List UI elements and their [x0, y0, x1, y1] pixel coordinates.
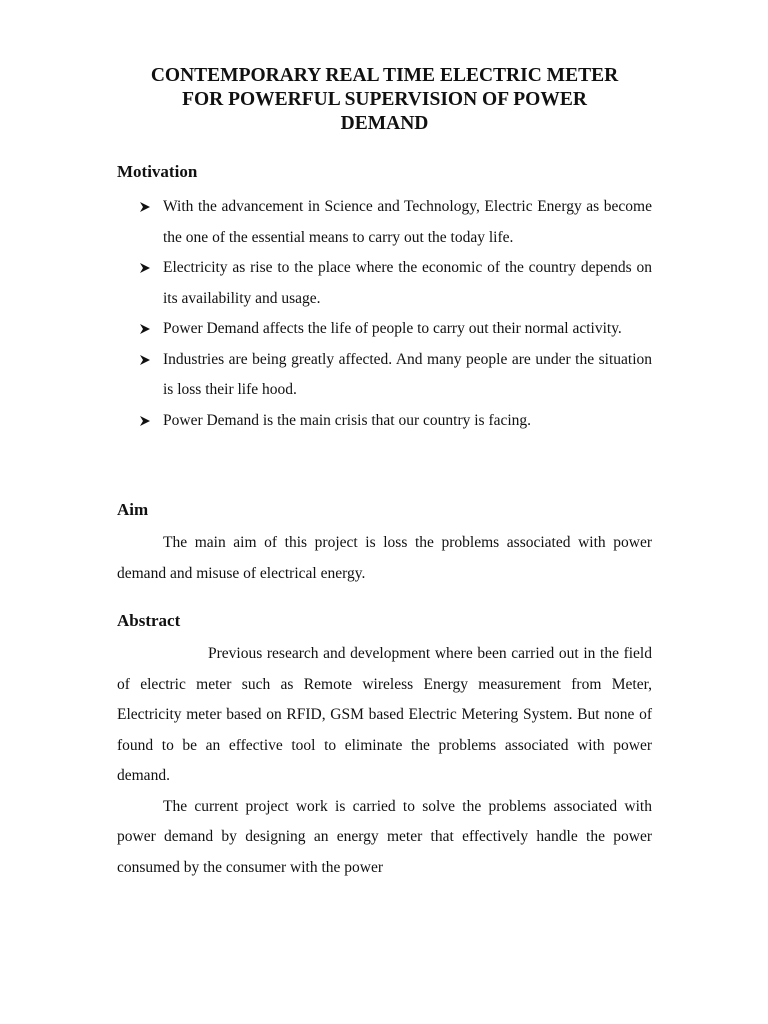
arrowhead-bullet-icon	[139, 345, 153, 375]
abstract-paragraph-1: Previous research and development where been carried out in the field of electric meter such as Remote wireless Energy measurement from Meter, Electricity meter based on RFID, GSM based Electric Metering System. But none of found to be an effective tool to eliminate the problems associated with power demand.	[117, 645, 652, 784]
motivation-item-text: Power Demand is the main crisis that our country is facing.	[163, 411, 532, 429]
document-page	[117, 64, 652, 883]
aim-heading: Aim	[117, 500, 149, 519]
motivation-heading: Motivation	[117, 162, 198, 181]
arrowhead-bullet-icon	[139, 406, 153, 436]
motivation-item-text: With the advancement in Science and Technology, Electric Energy as become the one of the essential means to carry out the today life.	[163, 198, 652, 246]
arrowhead-bullet-icon	[139, 253, 153, 283]
motivation-item-text: Power Demand affects the life of people to carry out their normal activity.	[163, 320, 622, 337]
aim-paragraph: The main aim of this project is loss the problems associated with power demand and misuse of electrical energy.	[117, 534, 652, 582]
arrowhead-bullet-icon	[139, 192, 153, 222]
list-item	[117, 406, 652, 437]
title-line-3: DEMAND	[340, 113, 429, 134]
list-item	[117, 253, 652, 314]
document-title	[117, 64, 652, 136]
list-item	[117, 314, 652, 345]
title-line-1: CONTEMPORARY REAL TIME ELECTRIC METER	[150, 65, 619, 86]
abstract-heading: Abstract	[117, 611, 181, 630]
list-item	[117, 192, 652, 253]
motivation-list	[117, 192, 652, 436]
motivation-item-text: Industries are being greatly affected. And many people are under the situation is loss their life hood.	[163, 350, 652, 398]
arrowhead-bullet-icon	[139, 314, 153, 344]
abstract-paragraph-2: The current project work is carried to solve the problems associated with power demand by designing an energy meter that effectively handle the power consumed by the consumer with the power	[117, 797, 652, 876]
motivation-item-text: Electricity as rise to the place where the economic of the country depends on its availability and usage.	[163, 259, 652, 307]
list-item	[117, 345, 652, 406]
title-line-2: FOR POWERFUL SUPERVISION OF POWER	[182, 89, 587, 110]
